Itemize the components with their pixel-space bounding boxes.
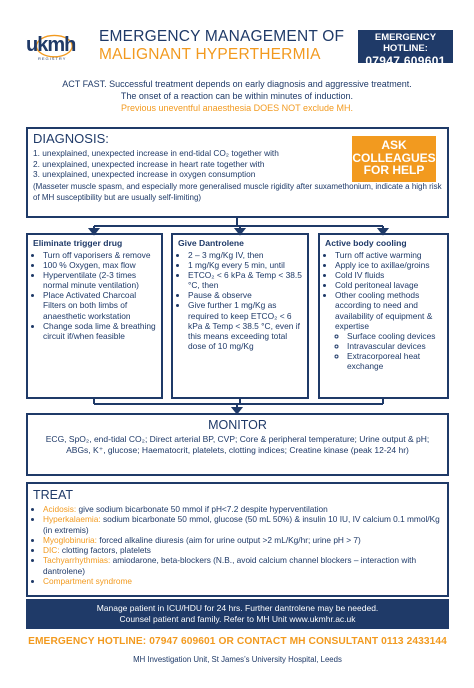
intro-line-1: ACT FAST. Successful treatment depends on early diagnosis and aggressive treatment. — [62, 79, 412, 89]
trigger-drug-list — [33, 250, 161, 341]
treat-title: TREAT — [33, 488, 74, 502]
treat-text: amiodarone, beta-blockers (N.B., avoid calcium channel blockers – interaction with dantrolene) — [43, 555, 417, 576]
list-item — [43, 504, 443, 514]
title-line-1: EMERGENCY MANAGEMENT OF — [99, 28, 345, 45]
list-item — [43, 535, 443, 545]
dantrolene-box — [171, 233, 309, 399]
diagnosis-item: 1. unexplained, unexpected increase in end-tidal CO₂ together with — [33, 148, 279, 158]
ask-colleagues-badge: ASK COLLEAGUES FOR HELP — [352, 136, 436, 182]
treat-text: give sodium bicarbonate 50 mmol if pH<7.2 despite hyperventilation — [76, 504, 328, 514]
list-item: • Change soda lime & breathing circuit if/when feasible — [43, 321, 161, 341]
cooling-title: Active body cooling — [325, 238, 407, 248]
treat-text: forced alkaline diuresis (aim for urine output >2 mL/Kg/hr; urine pH > 7) — [96, 534, 361, 545]
list-item: • Give further 1 mg/Kg as required to keep ETCO₂ < 6 kPa & Temp < 38.5 °C, even if this means exceeding total dose of 10 mg/Kg — [188, 300, 307, 350]
list-item: • Hyperventilate (2-3 times normal minute ventilation) — [43, 270, 161, 290]
treat-key: Acidosis: — [43, 504, 77, 514]
list-item: • Place Activated Charcoal Filters on both limbs of anaesthetic workstation — [43, 290, 161, 320]
diagnosis-title: DIAGNOSIS: — [33, 131, 109, 146]
intro-line-2: The onset of a reaction can be within minutes of induction. — [120, 91, 354, 101]
list-item — [43, 576, 443, 586]
manage-line-1: Manage patient in ICU/HDU for 24 hrs. Further dantrolene may be needed. — [96, 603, 379, 613]
hotline-number: 07947 609601 — [365, 54, 446, 68]
treat-key: Tachyarrhythmias: — [43, 555, 111, 566]
monitor-body: ECG, SpO₂, end-tidal CO₂; Direct arterial BP, CVP; Core & peripheral temperature; Urine output & pH; ABGs, K⁺, glucose; Haematocrit, platelets, clotting indices; Creatine kinase (peak 12-24 hr) — [45, 434, 430, 455]
cooling-box — [318, 233, 449, 399]
list-item: • Cold IV fluids — [335, 270, 447, 280]
list-item: • Apply ice to axillae/groins — [335, 260, 447, 270]
dantrolene-title: Give Dantrolene — [178, 238, 244, 248]
diagnosis-item: 2. unexplained, unexpected increase in heart rate together with — [33, 158, 265, 169]
cooling-list — [325, 250, 447, 371]
title-line-2: MALIGNANT HYPERTHERMIA — [99, 46, 321, 63]
hotline-label-1: EMERGENCY — [374, 32, 437, 43]
monitor-box — [26, 413, 449, 476]
logo-subtext: REGISTRY — [38, 56, 67, 61]
treat-key: Myoglobinuria: — [43, 534, 97, 545]
list-item: • Turn off active warming — [335, 250, 447, 260]
treat-list — [33, 504, 443, 586]
list-item: • ETCO₂ < 6 kPa & Temp < 38.5 °C, then — [188, 270, 307, 290]
list-item: • Turn off vaporisers & remove — [43, 250, 161, 260]
list-item — [43, 555, 443, 576]
diagnosis-note: (Masseter muscle spasm, and especially more generalised muscle rigidity after suxamethonium, indicate a high risk of MH susceptibility but are usually self-limiting) — [33, 182, 442, 202]
treat-key: DIC: — [43, 545, 60, 556]
manage-line-2: Counsel patient and family. Refer to MH Unit www.ukmhr.ac.uk — [119, 614, 356, 624]
treat-key: Hyperkalaemia: — [43, 514, 101, 525]
list-item: • 2 – 3 mg/Kg IV, then — [188, 250, 307, 260]
treat-text: sodium bicarbonate 50 mmol, glucose (50 mL 50%) & insulin 10 IU, IV calcium 0.1 mmol/Kg (in extremis) — [43, 514, 440, 535]
list-item: • Cold peritoneal lavage — [335, 280, 447, 290]
sub-list-item: ◦ Intravascular devices — [347, 341, 447, 351]
list-item — [335, 290, 447, 371]
trigger-drug-title: Eliminate trigger drug — [33, 238, 123, 248]
list-item: • Pause & observe — [188, 290, 307, 300]
list-item — [43, 514, 443, 535]
logo-text: ukmh — [26, 34, 76, 56]
treat-text: clotting factors, platelets — [59, 545, 151, 556]
diagnosis-item: 3. unexplained, unexpected increase in oxygen consumption — [33, 169, 256, 179]
list-item: • 100 % Oxygen, max flow — [43, 260, 161, 270]
sub-list-item: ◦ Extracorporeal heat exchange — [347, 351, 447, 371]
hotline-label-2: HOTLINE: — [383, 43, 428, 54]
list-item-text: Other cooling methods according to need and availability of equipment & expertise — [335, 290, 433, 331]
treat-key: Compartment syndrome — [43, 576, 132, 587]
list-item: • 1 mg/Kg every 5 min, until — [188, 260, 307, 270]
cooling-sublist — [335, 331, 447, 371]
sub-list-item: ◦ Surface cooling devices — [347, 331, 447, 341]
treat-box — [26, 482, 449, 597]
unit-address: MH Investigation Unit, St James’s University Hospital, Leeds — [133, 655, 342, 664]
emergency-hotline: EMERGENCY HOTLINE: 07947 609601 OR CONTACT MH CONSULTANT 0113 2433144 — [28, 636, 447, 647]
dantrolene-list — [178, 250, 307, 351]
monitor-title: MONITOR — [208, 418, 267, 432]
intro-line-3: Previous uneventful anaesthesia DOES NOT exclude MH. — [121, 103, 353, 113]
list-item — [43, 545, 443, 555]
manage-banner — [26, 599, 449, 629]
trigger-drug-box — [26, 233, 163, 399]
